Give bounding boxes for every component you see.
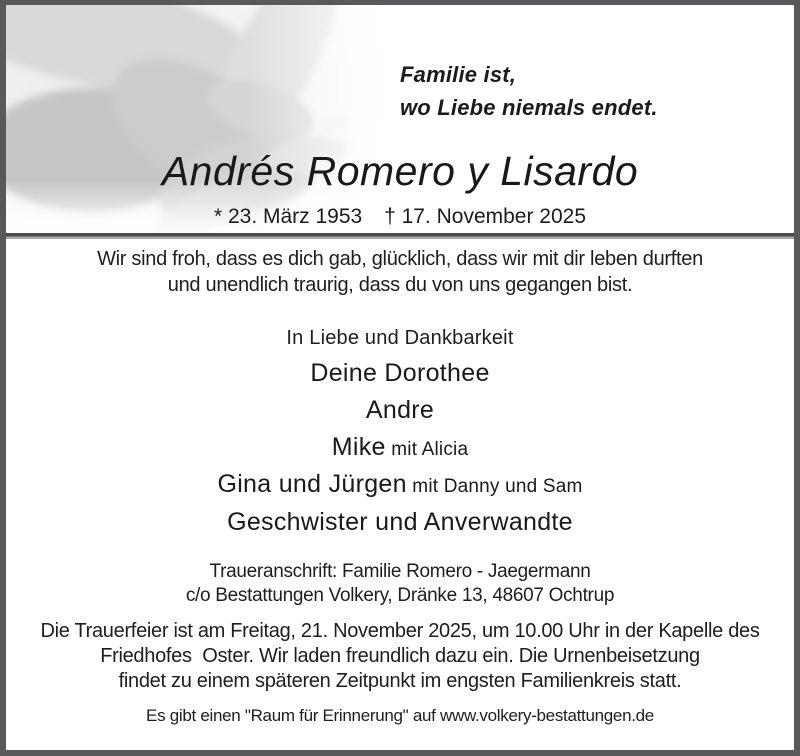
mourner-name: Geschwister und Anverwandte: [227, 508, 573, 536]
birth-date: * 23. März 1953: [213, 205, 363, 228]
mourner-row: [6, 396, 794, 425]
gratitude-line: In Liebe und Dankbarkeit: [286, 327, 514, 349]
funeral-info-line1: Die Trauerfeier ist am Freitag, 21. November 2025, um 10.00 Uhr in der Kapelle des: [40, 620, 760, 642]
mourner-row: [6, 470, 794, 499]
life-dates: [6, 205, 794, 229]
mourner-name: Andre: [365, 396, 435, 424]
mourning-address-line2: c/o Bestattungen Volkery, Dränke 13, 48607 Ochtrup: [185, 585, 615, 606]
mourner-name: Gina und Jürgen: [217, 470, 407, 498]
intro-line2: und unendlich traurig, dass du von uns gegangen bist.: [167, 274, 633, 296]
mourner-sub: mit Alicia: [385, 439, 469, 460]
mourner-row: [6, 433, 794, 462]
mourner-row: [6, 359, 794, 388]
hands-photo: [6, 5, 396, 235]
mourner-sub: mit Danny und Sam: [406, 476, 583, 497]
hands-photo-graphic: [6, 5, 396, 235]
funeral-info-line2: Friedhofes Oster. Wir laden freundlich dazu ein. Die Urnenbeisetzung: [100, 645, 700, 667]
mourner-row: [6, 508, 794, 537]
mourner-name: Deine Dorothee: [310, 359, 490, 387]
memorial-quote-line2: wo Liebe niemals endet.: [400, 95, 658, 120]
memorial-quote: [400, 58, 658, 124]
mourner-name: Mike: [331, 433, 386, 461]
deceased-name: Andrés Romero y Lisardo: [161, 148, 639, 194]
memorial-room-note: Es gibt einen "Raum für Erinnerung" auf www.volkery-bestattungen.de: [146, 706, 654, 725]
intro-line1: Wir sind froh, dass es dich gab, glücklich, dass wir mit dir leben durften: [97, 248, 703, 270]
funeral-info-line3: findet zu einem späteren Zeitpunkt im engsten Familienkreis statt.: [118, 670, 682, 692]
death-date: † 17. November 2025: [384, 205, 587, 228]
mourning-address-line1: Traueranschrift: Familie Romero - Jaegermann: [209, 561, 591, 582]
separator-rule: [6, 233, 794, 239]
memorial-quote-line1: Familie ist,: [400, 62, 517, 87]
